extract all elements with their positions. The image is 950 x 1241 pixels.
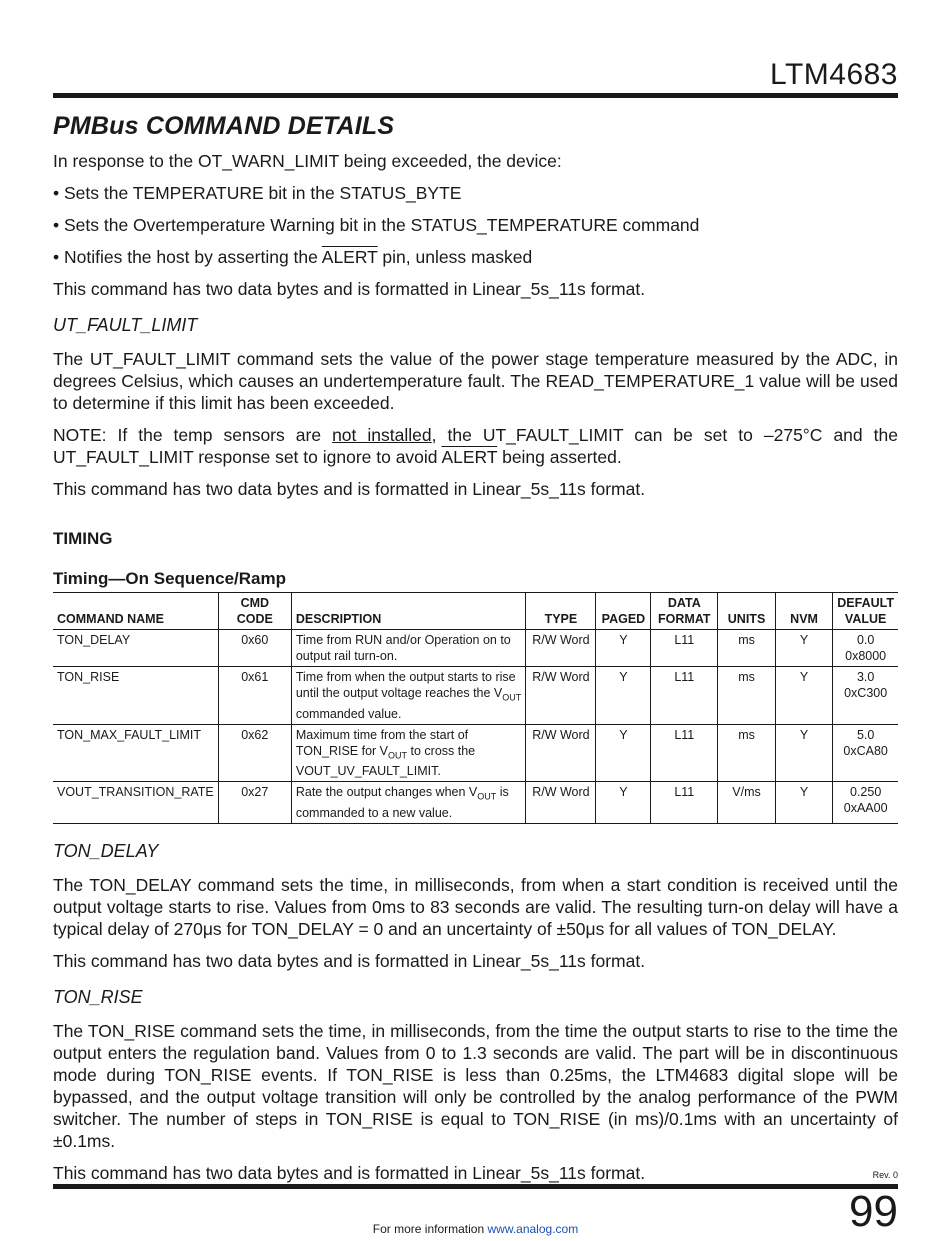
- ton-rise-heading: TON_RISE: [53, 986, 143, 1007]
- desc-line: TON_RISE for V: [295, 743, 389, 758]
- page-footer: [53, 1160, 898, 1241]
- col-cmd-code: CMD CODE: [218, 593, 291, 630]
- col-label: FORMAT: [658, 612, 711, 626]
- default-decimal: 5.0: [856, 727, 875, 742]
- desc-line: VOUT_UV_FAULT_LIMIT.: [295, 764, 441, 778]
- desc-line: to cross the: [407, 743, 476, 758]
- col-nvm: NVM: [775, 593, 832, 630]
- cell-name: TON_DELAY: [53, 630, 218, 667]
- desc-line: Time from when the output starts to rise: [295, 670, 516, 684]
- cell-code: 0x60: [218, 630, 291, 667]
- col-label: DEFAULT: [837, 596, 894, 610]
- page-content: [53, 150, 898, 1194]
- cell-units: ms: [718, 724, 776, 782]
- cell-nvm: Y: [775, 782, 832, 824]
- note-text: being asserted.: [497, 447, 622, 467]
- cell-type: R/W Word: [526, 782, 596, 824]
- desc-line: output rail turn-on.: [295, 649, 398, 663]
- alert-signal: ALERT: [441, 447, 498, 467]
- cell-name: TON_RISE: [53, 667, 218, 725]
- cell-default: [833, 630, 898, 667]
- bullet-item: • Sets the Overtemperature Warning bit in the STATUS_TEMPERATURE command: [53, 215, 700, 235]
- col-units: UNITS: [718, 593, 776, 630]
- format-note: This command has two data bytes and is formatted in Linear_5s_11s format.: [53, 479, 646, 499]
- bullet-text: pin, unless masked: [377, 247, 533, 267]
- datasheet-page: [53, 0, 898, 1241]
- cell-type: R/W Word: [526, 724, 596, 782]
- ton-delay-paragraph: The TON_DELAY command sets the time, in milliseconds, from when a start condition is received until the output voltage starts to rise. Values from 0ms to 83 seconds are valid. The resulting turn-on delay will have a typical delay of 270μs for TON_DELAY = 0 and an uncertainty of ±50μs for all values of TON_DELAY.: [53, 874, 898, 939]
- format-note: This command has two data bytes and is formatted in Linear_5s_11s format.: [53, 279, 646, 299]
- desc-line: until the output voltage reaches the V: [295, 686, 503, 700]
- analog-link[interactable]: www.analog.com: [487, 1222, 579, 1236]
- subscript: OUT: [388, 750, 408, 760]
- alert-signal: ALERT: [321, 247, 378, 267]
- cell-type: R/W Word: [526, 630, 596, 667]
- page-header: [53, 0, 898, 100]
- col-data-format: [651, 593, 718, 630]
- col-default-value: [833, 593, 898, 630]
- cell-paged: Y: [596, 667, 651, 725]
- desc-line: Time from RUN and/or Operation on to: [295, 633, 511, 647]
- section-title: PMBus COMMAND DETAILS: [53, 112, 395, 140]
- desc-line: commanded to a new value.: [295, 805, 453, 820]
- table-row: [53, 724, 898, 782]
- timing-heading: TIMING: [53, 529, 113, 548]
- ut-fault-note: [53, 424, 898, 468]
- cell-units: ms: [718, 630, 776, 667]
- bullet-text: • Notifies the host by asserting the: [53, 247, 322, 267]
- subscript: OUT: [477, 791, 497, 802]
- cell-code: 0x27: [218, 782, 291, 824]
- cell-code: 0x61: [218, 667, 291, 725]
- footer-info: [53, 1222, 898, 1236]
- cell-name: TON_MAX_FAULT_LIMIT: [53, 724, 218, 782]
- cell-format: L11: [651, 724, 718, 782]
- default-decimal: 0.0: [856, 633, 875, 647]
- desc-line: Maximum time from the start of: [295, 727, 469, 742]
- cell-desc: [291, 724, 526, 782]
- cell-name: VOUT_TRANSITION_RATE: [53, 782, 218, 824]
- ut-fault-heading: UT_FAULT_LIMIT: [53, 315, 198, 335]
- ut-fault-paragraph: The UT_FAULT_LIMIT command sets the value of the power stage temperature measured by the ADC, in degrees Celsius, which causes an undertemperature fault. The READ_TEMPERATURE_1 value will be used to determine if this limit has been exceeded.: [53, 349, 898, 413]
- table-row: [53, 667, 898, 725]
- bullet-item: [53, 246, 898, 268]
- col-label: VALUE: [844, 612, 887, 626]
- desc-line: Rate the output changes when V: [295, 785, 478, 799]
- desc-line: is: [496, 785, 509, 799]
- ton-rise-paragraph: The TON_RISE command sets the time, in milliseconds, from the time the output starts to rise to the time the output enters the regulation band. Values from 0 to 1.3 seconds are valid. The part will be in discontinuous mode during TON_RISE events. If TON_RISE is less than 0.25ms, the LTM4683 digital slope will be bypassed, and the output voltage transition will only be controlled by the analog performance of the PWM switcher. The number of steps in TON_RISE is equal to TON_RISE (in ms)/0.1ms with an uncertainty of ±0.1ms.: [53, 1020, 898, 1151]
- revision-label: Rev. 0: [872, 1170, 898, 1180]
- cell-desc: [291, 667, 526, 725]
- intro-lead: In response to the OT_WARN_LIMIT being exceeded, the device:: [53, 151, 562, 171]
- cell-default: [833, 724, 898, 782]
- cell-format: L11: [651, 630, 718, 667]
- default-decimal: 0.250: [850, 785, 882, 799]
- cell-units: V/ms: [718, 782, 776, 824]
- timing-subheading: Timing—On Sequence/Ramp: [53, 569, 287, 588]
- cell-format: L11: [651, 667, 718, 725]
- col-type: TYPE: [526, 593, 596, 630]
- page-number: 99: [849, 1187, 898, 1236]
- cell-default: [833, 667, 898, 725]
- cell-paged: Y: [596, 724, 651, 782]
- cell-desc: [291, 630, 526, 667]
- col-command-name: COMMAND NAME: [53, 593, 218, 630]
- note-text: NOTE: If the temp sensors are: [53, 425, 333, 445]
- bullet-item: • Sets the TEMPERATURE bit in the STATUS_BYTE: [53, 183, 462, 203]
- col-paged: PAGED: [596, 593, 651, 630]
- cell-paged: Y: [596, 630, 651, 667]
- cell-default: [833, 782, 898, 824]
- table-row: [53, 782, 898, 824]
- cell-nvm: Y: [775, 667, 832, 725]
- cell-type: R/W Word: [526, 667, 596, 725]
- ton-delay-heading: TON_DELAY: [53, 840, 159, 861]
- desc-line: commanded value.: [295, 706, 402, 721]
- col-description: DESCRIPTION: [291, 593, 526, 630]
- product-name: LTM4683: [769, 58, 898, 91]
- cell-nvm: Y: [775, 724, 832, 782]
- subscript: OUT: [502, 692, 522, 703]
- default-hex: 0xAA00: [843, 801, 888, 815]
- table-row: [53, 630, 898, 667]
- cell-desc: [291, 782, 526, 824]
- note-underline: not installed: [332, 425, 432, 445]
- format-note: This command has two data bytes and is formatted in Linear_5s_11s format.: [53, 950, 646, 971]
- cell-units: ms: [718, 667, 776, 725]
- cell-code: 0x62: [218, 724, 291, 782]
- timing-table: [53, 592, 898, 824]
- cell-paged: Y: [596, 782, 651, 824]
- footer-info-text: For more information: [372, 1222, 488, 1236]
- default-hex: 0x8000: [845, 649, 887, 663]
- footer-rule: [53, 1184, 898, 1189]
- col-label: DATA: [667, 596, 701, 610]
- note-text: , the UT_FAULT_LIMIT can be set to –275°C and the UT_FAULT_LIMIT response set to ignore to avoid: [53, 425, 898, 467]
- table-header-row: [53, 593, 898, 630]
- default-decimal: 3.0: [856, 670, 875, 684]
- cell-nvm: Y: [775, 630, 832, 667]
- default-hex: 0xC300: [844, 686, 888, 700]
- default-hex: 0xCA80: [843, 743, 888, 758]
- cell-format: L11: [651, 782, 718, 824]
- header-rule: [53, 93, 898, 98]
- format-note: This command has two data bytes and is formatted in Linear_5s_11s format.: [53, 1162, 646, 1183]
